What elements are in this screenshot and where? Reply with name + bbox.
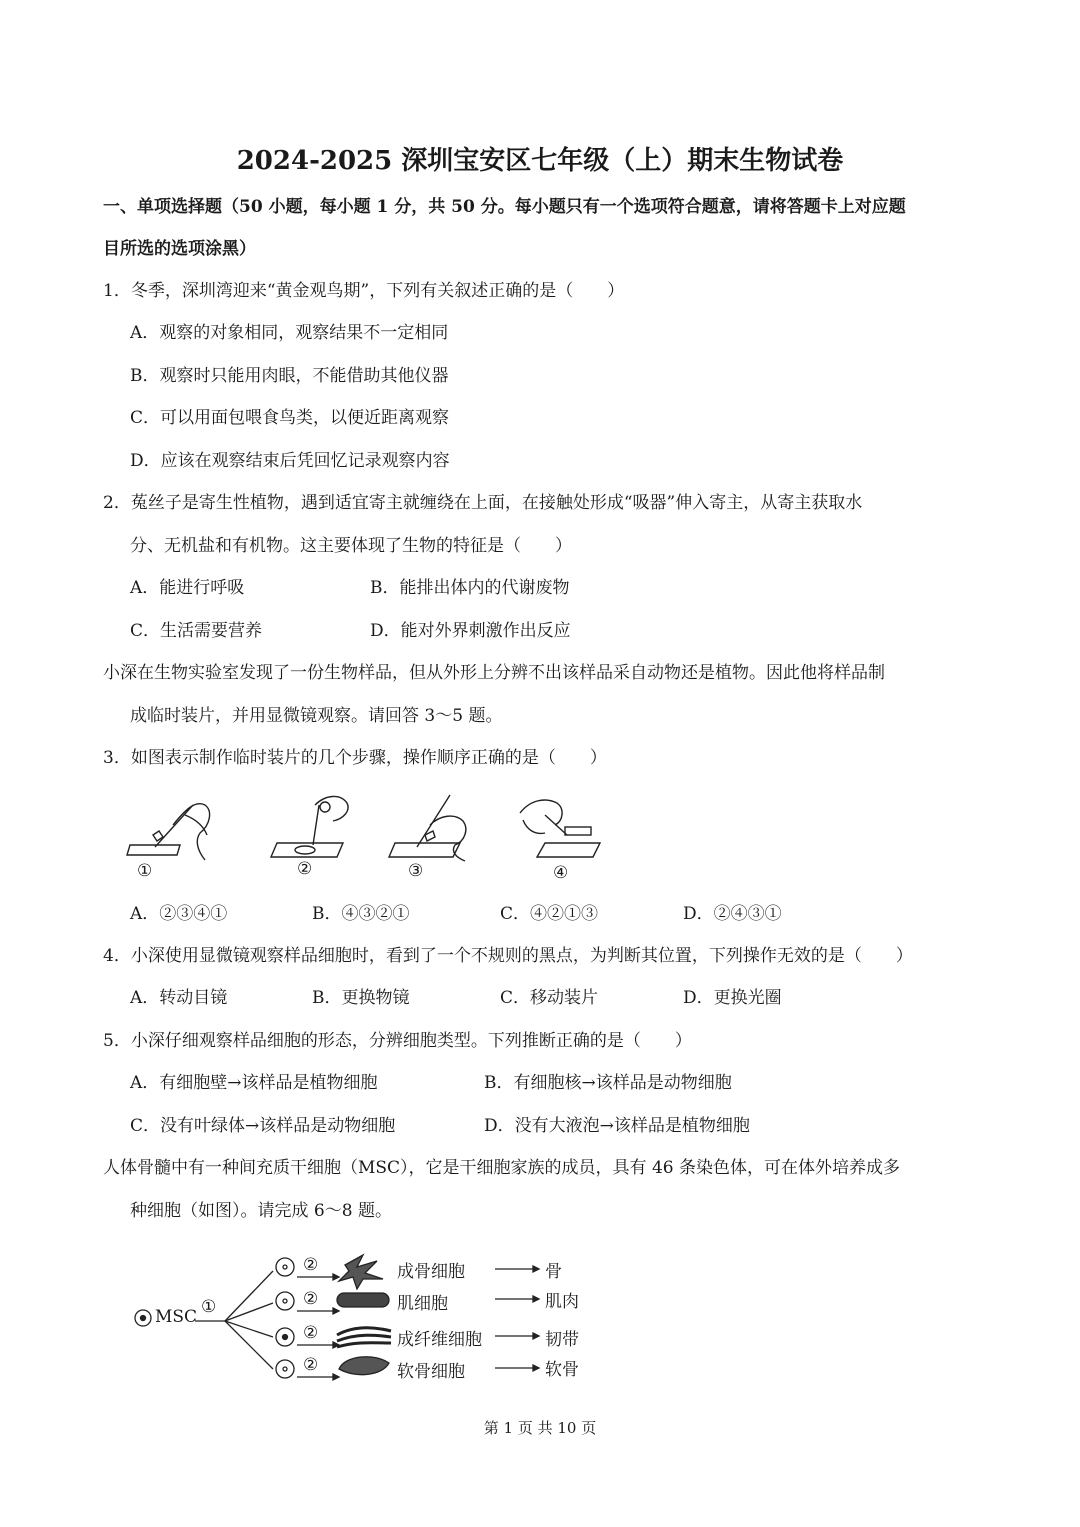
- slide-steps-figure: [125, 785, 605, 885]
- step-4-drawing: [520, 800, 600, 857]
- step-2-drawing: [271, 796, 348, 857]
- ligament-label: 韧带: [545, 1330, 579, 1350]
- q1-option-b: B．观察时只能用肉眼，不能借助其他仪器: [130, 366, 449, 386]
- q2-option-d: D．能对外界刺激作出反应: [370, 621, 571, 641]
- chondrocyte-label: 软骨细胞: [397, 1362, 465, 1382]
- osteoblast-label: 成骨细胞: [397, 1262, 465, 1282]
- muscle-cell-label: 肌细胞: [397, 1294, 448, 1314]
- section-heading-line1: 一、单项选择题（50 小题，每小题 1 分，共 50 分。每小题只有一个选项符合题意，请将答题卡上对应题: [103, 197, 906, 217]
- q3-option-c: C．④②①③: [500, 904, 599, 924]
- intro-3-5-line1: 小深在生物实验室发现了一份生物样品，但从外形上分辨不出该样品采自动物还是植物。因此他将样品制: [103, 663, 885, 683]
- slide-steps-drawing: [125, 785, 605, 885]
- muscle-label: 肌肉: [545, 1292, 579, 1312]
- q1-option-c: C．可以用面包喂食鸟类，以便近距离观察: [130, 408, 450, 428]
- q2-stem-line2: 分、无机盐和有机物。这主要体现了生物的特征是（ ）: [130, 536, 572, 556]
- step-2-marker-4: ②: [303, 1355, 319, 1375]
- q3-option-b: B．④③②①: [312, 904, 410, 924]
- cartilage-label: 软骨: [545, 1360, 579, 1380]
- q4-stem: 4．小深使用显微镜观察样品细胞时，看到了一个不规则的黑点，为判断其位置，下列操作无效的是（ ）: [103, 946, 913, 966]
- step-2-marker-3: ②: [303, 1323, 319, 1343]
- q5-option-b: B．有细胞核→该样品是动物细胞: [484, 1073, 732, 1093]
- q2-option-a: A．能进行呼吸: [130, 578, 245, 598]
- q5-stem: 5．小深仔细观察样品细胞的形态，分辨细胞类型。下列推断正确的是（ ）: [103, 1031, 692, 1051]
- osteoblast-drawing: [339, 1255, 383, 1289]
- msc-label: MSC: [155, 1307, 198, 1327]
- step-2-marker-1: ②: [303, 1255, 319, 1275]
- q2-option-b: B．能排出体内的代谢废物: [370, 578, 570, 598]
- step-1-label: ①: [137, 861, 153, 881]
- step-4-label: ④: [553, 863, 569, 883]
- intro-6-8-line1: 人体骨髓中有一种间充质干细胞（MSC），它是干细胞家族的成员，具有 46 条染色体，可在体外培养成多: [103, 1158, 900, 1178]
- q5-option-a: A．有细胞壁→该样品是植物细胞: [130, 1073, 378, 1093]
- step-2-label: ②: [297, 859, 313, 879]
- intro-6-8-line2: 种细胞（如图）。请完成 6～8 题。: [130, 1201, 392, 1221]
- step-3-drawing: [389, 795, 466, 861]
- page-title: 2024-2025 深圳宝安区七年级（上）期末生物试卷: [236, 146, 844, 176]
- step-1-drawing: [127, 804, 210, 860]
- q3-option-d: D．②④③①: [683, 904, 782, 924]
- page-footer: 第 1 页 共 10 页: [483, 1419, 597, 1437]
- muscle-cell-drawing: [337, 1293, 389, 1307]
- fibroblast-label: 成纤维细胞: [397, 1330, 482, 1350]
- chondrocyte-drawing: [339, 1357, 389, 1375]
- step-1-marker: ①: [201, 1297, 217, 1317]
- q3-stem: 3．如图表示制作临时装片的几个步骤，操作顺序正确的是（ ）: [103, 748, 607, 768]
- q4-option-d: D．更换光圈: [683, 988, 782, 1008]
- fibroblast-drawing: [337, 1328, 391, 1347]
- q4-option-b: B．更换物镜: [312, 988, 410, 1008]
- bone-label: 骨: [545, 1262, 562, 1282]
- section-heading-line2: 目所选的选项涂黑）: [103, 239, 256, 259]
- q3-option-a: A．②③④①: [130, 904, 228, 924]
- step-3-label: ③: [408, 861, 424, 881]
- q1-option-d: D．应该在观察结束后凭回忆记录观察内容: [130, 451, 450, 471]
- q1-option-a: A．观察的对象相同，观察结果不一定相同: [130, 323, 449, 343]
- q1-stem: 1．冬季，深圳湾迎来“黄金观鸟期”，下列有关叙述正确的是（ ）: [103, 281, 625, 301]
- q2-stem-line1: 2．菟丝子是寄生性植物，遇到适宜寄主就缠绕在上面，在接触处形成“吸器”伸入寄主，从寄主获取水: [103, 493, 863, 513]
- q2-option-c: C．生活需要营养: [130, 621, 263, 641]
- q5-option-d: D．没有大液泡→该样品是植物细胞: [484, 1116, 750, 1136]
- step-2-marker-2: ②: [303, 1289, 319, 1309]
- msc-differentiation-figure: [125, 1245, 595, 1395]
- intro-3-5-line2: 成临时装片，并用显微镜观察。请回答 3～5 题。: [130, 706, 503, 726]
- q4-option-a: A．转动目镜: [130, 988, 228, 1008]
- q5-option-c: C．没有叶绿体→该样品是动物细胞: [130, 1116, 396, 1136]
- q4-option-c: C．移动装片: [500, 988, 599, 1008]
